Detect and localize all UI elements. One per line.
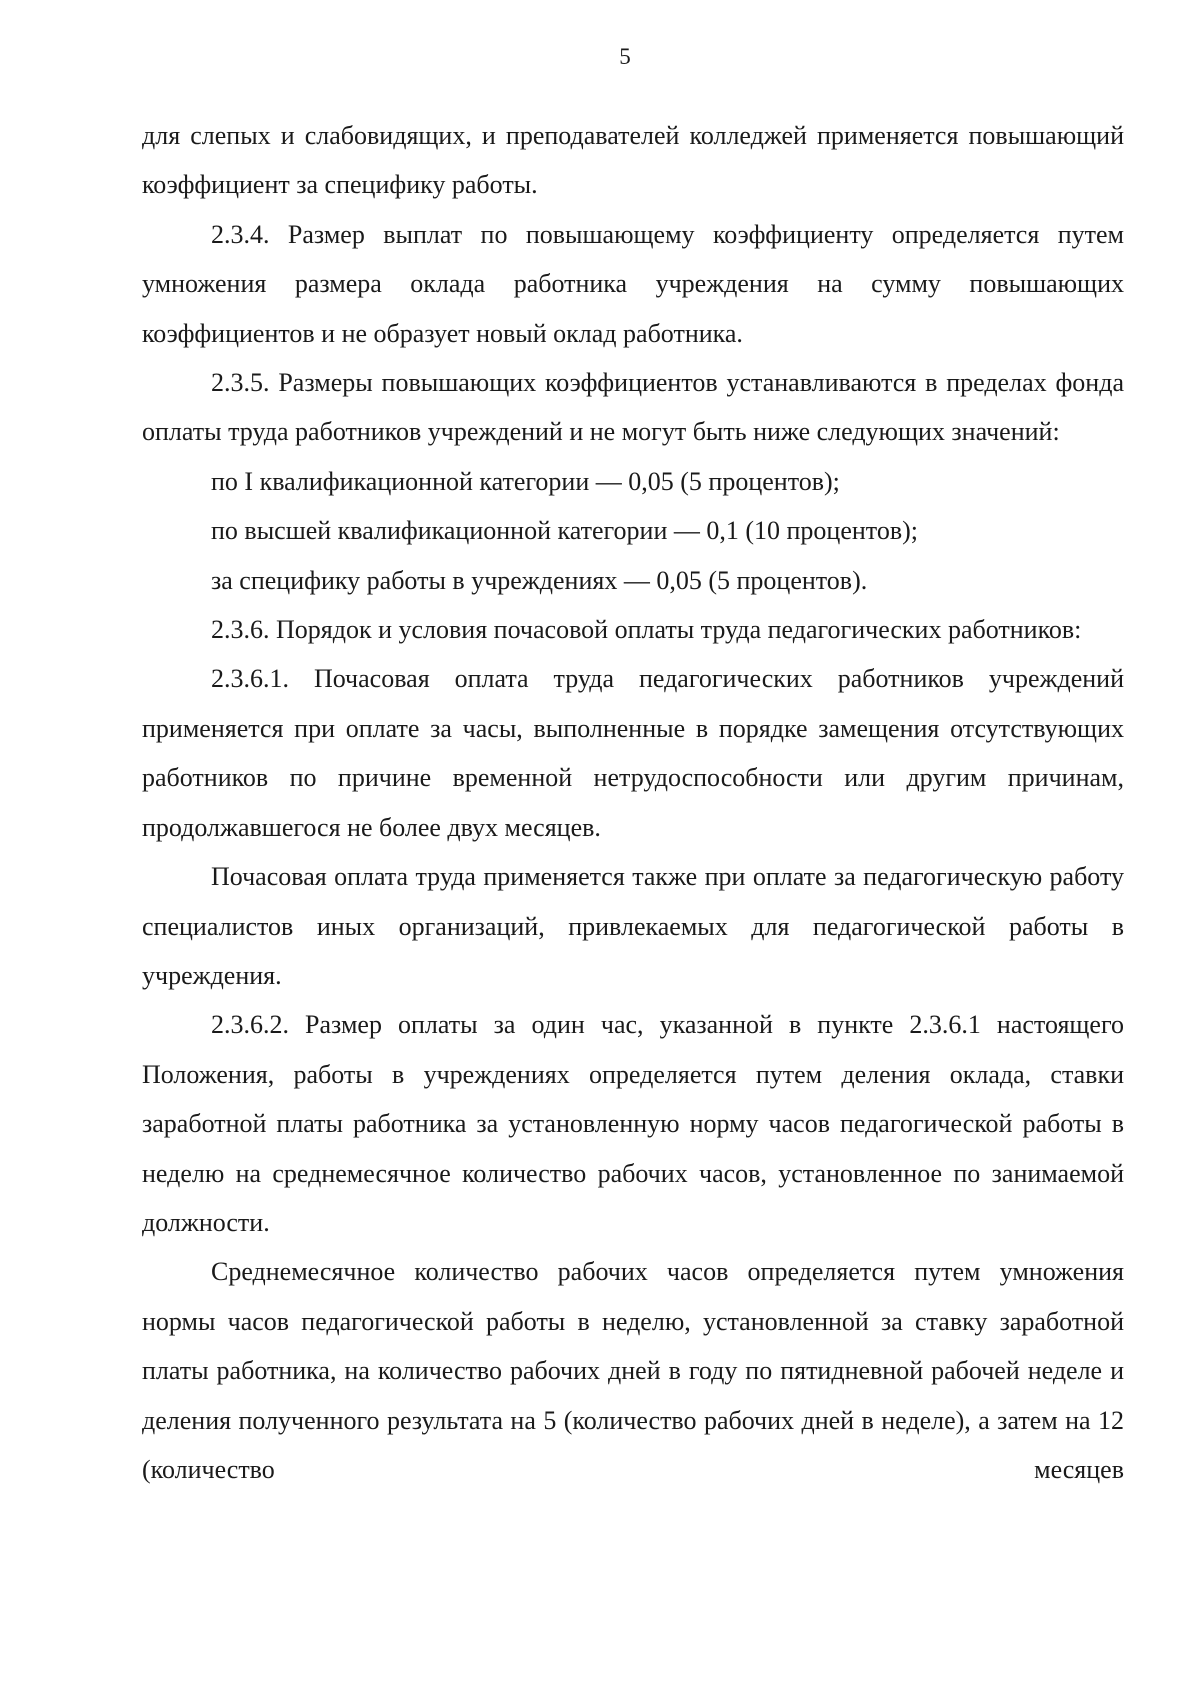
paragraph-2-3-6-1: 2.3.6.1. Почасовая оплата труда педагогических работников учреждений применяется при оплате за часы, выполненные в порядке замещения отсутствующих работников по причине временной нетрудоспособности или другим причинам, продолжавшегося не более двух месяцев. [142,664,1124,842]
list-item-first-category: по I квалификационной категории — 0,05 (5 процентов); [211,466,840,496]
paragraph-2-3-6-2: 2.3.6.2. Размер оплаты за один час, указанной в пункте 2.3.6.1 настоящего Положения, работы в учреждениях определяется путем деления оклада, ставки заработной платы работника за установленную норму часов педагогической работы в неделю на среднемесячное количество рабочих часов, установленное по занимаемой должности. [142,1010,1124,1237]
paragraph-2-3-5: 2.3.5. Размеры повышающих коэффициентов устанавливаются в пределах фонда оплаты труда работников учреждений и не могут быть ниже следующих значений: [142,368,1124,447]
paragraph-hourly-pay-specialists: Почасовая оплата труда применяется также при оплате за педагогическую работу специалистов иных организаций, привлекаемых для педагогической работы в учреждения. [142,862,1124,990]
list-item-highest-category: по высшей квалификационной категории — 0,1 (10 процентов); [211,516,918,546]
document-body [142,111,1124,1494]
list-item-specifics: за специфику работы в учреждениях — 0,05 (5 процентов). [211,565,868,595]
paragraph-2-3-4: 2.3.4. Размер выплат по повышающему коэффициенту определяется путем умножения размера оклада работника учреждения на сумму повышающих коэффициентов и не образует новый оклад работника. [142,219,1124,348]
paragraph-2-3-6: 2.3.6. Порядок и условия почасовой оплаты труда педагогических работников: [211,615,1082,645]
page-number: 5 [619,44,631,69]
paragraph-average-monthly-hours: Среднемесячное количество рабочих часов определяется путем умножения нормы часов педагогической работы в неделю, установленной за ставку заработной платы работника, на количество рабочих дней в году по пятидневной рабочей неделе и деления полученного результата на 5 (количество рабочих дней в неделе), а затем на 12 (количество месяцев [142,1257,1124,1484]
paragraph-continuation: для слепых и слабовидящих, и преподавателей колледжей применяется повышающий коэффициент за специфику работы. [142,121,1124,200]
